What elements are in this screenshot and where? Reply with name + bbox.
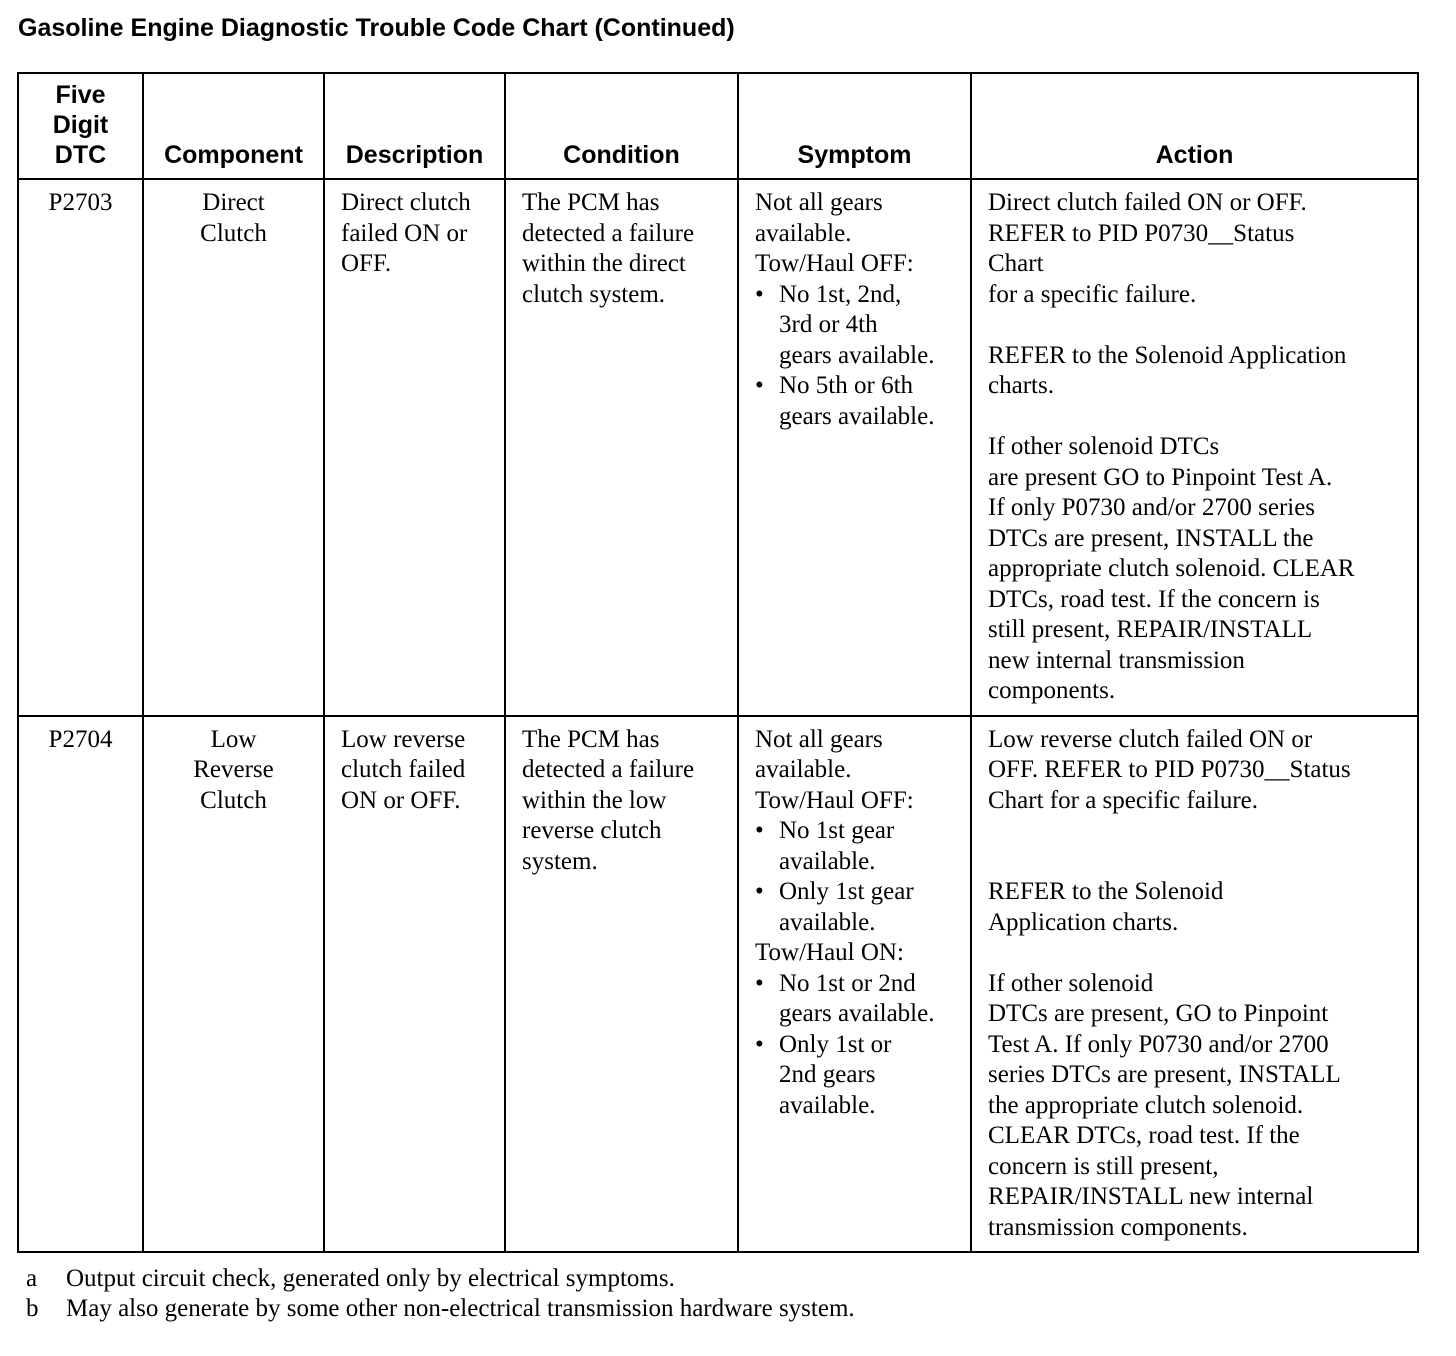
text-line: Direct clutch failed ON or OFF. (988, 189, 1307, 216)
text-line: Tow/Haul OFF: (755, 786, 914, 814)
page-title: Gasoline Engine Diagnostic Trouble Code Chart (Continued) (18, 14, 735, 42)
text-line: charts. (988, 372, 1054, 399)
condition-line: clutch system. (522, 280, 666, 308)
cell-component (143, 716, 324, 1253)
condition-line: detected a failure (522, 756, 695, 783)
table-body (18, 179, 1418, 1252)
bullet-text: Only 1st or (779, 1030, 892, 1058)
text-line: the appropriate clutch solenoid. (988, 1091, 1304, 1119)
text-line: REFER to the Solenoid Application (988, 341, 1347, 369)
bullet-continuation: available. (779, 847, 876, 875)
cell-symptom (738, 716, 971, 1253)
bullet-text: No 1st, 2nd, (779, 280, 902, 308)
table-row (18, 179, 1418, 716)
footnotes (26, 1264, 855, 1324)
component-line: Clutch (200, 219, 267, 247)
text-line: Application charts. (988, 908, 1179, 936)
blank-line (988, 402, 1417, 433)
bullet-continuation: gears available. (779, 1000, 935, 1027)
text-line: concern is still present, (988, 1152, 1219, 1180)
cell-action (971, 716, 1418, 1253)
description-line: ON or OFF. (341, 786, 461, 814)
footnote-text: Output circuit check, generated only by electrical symptoms. (66, 1265, 675, 1292)
bullet-item (755, 371, 970, 402)
bullet-icon: • (755, 372, 764, 399)
text-line: OFF. REFER to PID P0730__Status (988, 756, 1351, 783)
condition-line: system. (522, 847, 598, 875)
text-line: appropriate clutch solenoid. CLEAR (988, 555, 1355, 582)
footnote-text: May also generate by some other non-electrical transmission hardware system. (66, 1295, 855, 1322)
description-line: clutch failed (341, 756, 466, 783)
cell-condition (505, 716, 738, 1253)
header-symptom: Symptom (738, 73, 971, 179)
condition-line: The PCM has (522, 189, 660, 216)
description-line: OFF. (341, 250, 392, 277)
condition-line: reverse clutch (522, 817, 662, 844)
header-description: Description (324, 73, 505, 179)
text-line: REFER to PID P0730__Status (988, 219, 1295, 247)
cell-dtc (18, 716, 143, 1253)
text-line: If other solenoid DTCs (988, 433, 1220, 460)
bullet-item (755, 280, 970, 311)
text-line: CLEAR DTCs, road test. If the (988, 1122, 1300, 1149)
text-line: available. (755, 219, 852, 247)
text-line: DTCs are present, GO to Pinpoint (988, 1000, 1329, 1027)
cell-dtc (18, 179, 143, 716)
bullet-continuation: gears available. (779, 341, 935, 369)
bullet-item (755, 1030, 970, 1061)
text-line: Test A. If only P0730 and/or 2700 (988, 1030, 1329, 1058)
component-line: Reverse (193, 756, 274, 783)
blank-line (988, 847, 1417, 878)
condition-line: within the low (522, 786, 667, 814)
header-condition: Condition (505, 73, 738, 179)
bullet-icon: • (755, 280, 764, 308)
description-line: Low reverse (341, 725, 466, 753)
bullet-item (755, 816, 970, 847)
text-line: Low reverse clutch failed ON or (988, 725, 1313, 753)
text-line: available. (755, 756, 852, 783)
bullet-icon: • (755, 878, 764, 905)
bullet-icon: • (755, 1030, 764, 1058)
header-component: Component (143, 73, 324, 179)
text-line: are present GO to Pinpoint Test A. (988, 463, 1333, 491)
header-dtc: Five Digit DTC (18, 73, 143, 179)
bullet-text: No 5th or 6th (779, 372, 914, 399)
footnote-mark: a (26, 1265, 38, 1292)
text-line: REPAIR/INSTALL new internal (988, 1183, 1314, 1210)
text-line: DTCs are present, INSTALL the (988, 524, 1314, 552)
condition-line: detected a failure (522, 219, 695, 247)
cell-condition (505, 179, 738, 716)
cell-symptom (738, 179, 971, 716)
text-line: transmission components. (988, 1213, 1248, 1241)
text-line: Not all gears (755, 725, 883, 753)
bullet-icon: • (755, 969, 764, 997)
text-line: Tow/Haul ON: (755, 939, 904, 966)
cell-description (324, 179, 505, 716)
dtc-table (17, 72, 1419, 1253)
text-line: If other solenoid (988, 969, 1154, 997)
bullet-continuation: 3rd or 4th (779, 311, 878, 338)
text-line: Chart for a specific failure. (988, 786, 1259, 814)
description-line: Direct clutch (341, 189, 471, 216)
text-line: REFER to the Solenoid (988, 878, 1224, 905)
text-line: Tow/Haul OFF: (755, 250, 914, 277)
cell-action (971, 179, 1418, 716)
text-line: Chart (988, 250, 1044, 277)
bullet-text: No 1st gear (779, 817, 895, 844)
footnote (26, 1264, 855, 1294)
text-line: new internal transmission (988, 646, 1245, 674)
footnote-mark: b (26, 1295, 39, 1322)
text-line: DTCs, road test. If the concern is (988, 585, 1320, 613)
blank-line (988, 816, 1417, 847)
text-line: components. (988, 677, 1116, 704)
component-line: Direct (202, 189, 265, 216)
condition-line: The PCM has (522, 725, 660, 753)
cell-description (324, 716, 505, 1253)
blank-line (988, 310, 1417, 341)
component-line: Clutch (200, 786, 267, 814)
bullet-continuation: gears available. (779, 402, 935, 430)
component-line: Low (210, 725, 257, 753)
text-line: series DTCs are present, INSTALL (988, 1061, 1341, 1088)
text-line: If only P0730 and/or 2700 series (988, 494, 1316, 521)
text-line: still present, REPAIR/INSTALL (988, 616, 1313, 643)
blank-line (988, 938, 1417, 969)
table-row (18, 716, 1418, 1253)
bullet-icon: • (755, 817, 764, 844)
text-line: for a specific failure. (988, 280, 1197, 308)
description-line: failed ON or (341, 219, 468, 247)
text-line: Not all gears (755, 189, 883, 216)
header-action: Action (971, 73, 1418, 179)
bullet-continuation: available. (779, 908, 876, 936)
cell-component (143, 179, 324, 716)
dtc-code: P2703 (48, 189, 113, 216)
bullet-item (755, 877, 970, 908)
dtc-code: P2704 (48, 725, 113, 753)
bullet-text: Only 1st gear (779, 878, 914, 905)
bullet-continuation: 2nd gears (779, 1061, 876, 1088)
bullet-text: No 1st or 2nd (779, 969, 916, 997)
footnote (26, 1294, 855, 1324)
bullet-continuation: available. (779, 1091, 876, 1119)
bullet-item (755, 969, 970, 1000)
condition-line: within the direct (522, 250, 686, 277)
table-header-row (18, 73, 1418, 179)
